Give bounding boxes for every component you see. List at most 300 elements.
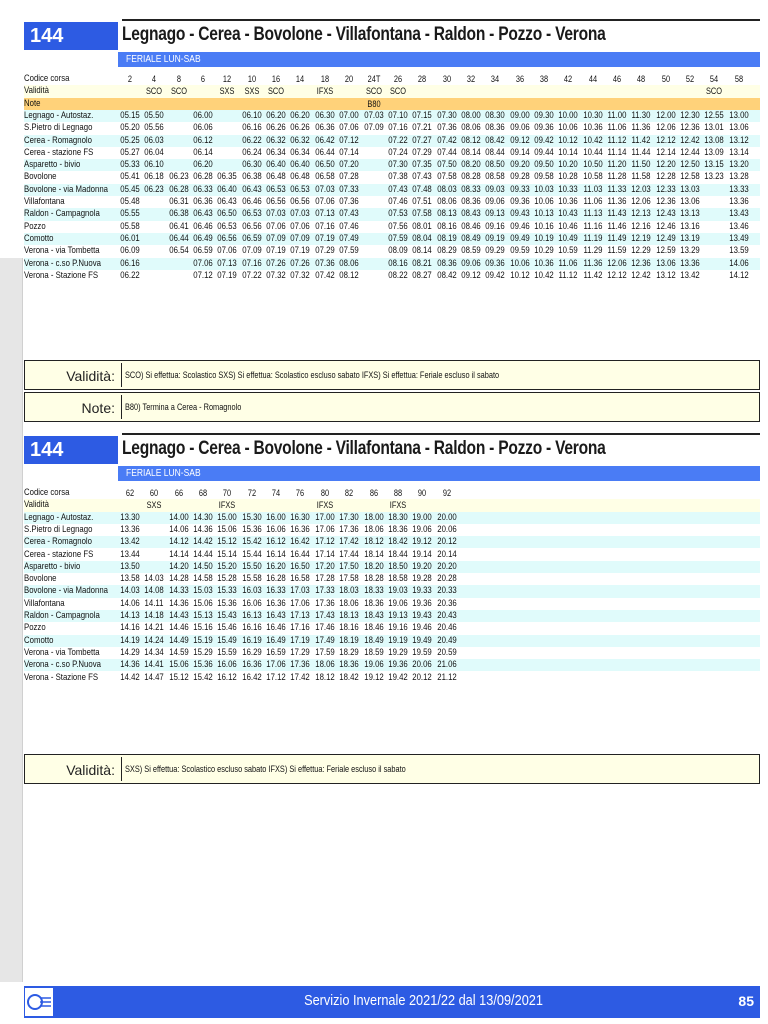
service-type-bar [118, 466, 760, 481]
cell: 09.12 [461, 269, 481, 281]
cell: 10.42 [534, 269, 554, 281]
cell: 07.49 [339, 232, 359, 244]
cell: 05.27 [120, 146, 140, 158]
cell: 15.14 [217, 548, 238, 560]
page-number: 85 [738, 993, 754, 1009]
cell: 12.28 [655, 171, 676, 183]
cell: 19.13 [388, 610, 408, 621]
cell: 11.19 [583, 232, 603, 244]
cell: 18.46 [363, 622, 384, 634]
cell: 07.00 [339, 109, 359, 121]
cell: 24T [367, 74, 380, 84]
cell: 17.29 [290, 646, 311, 658]
cell: 06.53 [241, 208, 262, 220]
cell: 12.19 [631, 232, 652, 244]
cell: 14.28 [168, 573, 189, 585]
cell: SXS [219, 86, 235, 97]
cell: 06.44 [168, 232, 189, 244]
cell: 14.34 [144, 646, 165, 658]
cell: 06.46 [193, 220, 213, 232]
cell: 06.14 [193, 146, 213, 158]
cell: 16.13 [241, 610, 262, 621]
cell: 07.29 [315, 245, 335, 257]
cell: 13.49 [728, 232, 749, 244]
cell: 07.13 [315, 208, 335, 220]
row-label: Bovolone [24, 573, 57, 585]
cell: 13.12 [655, 269, 676, 281]
validity-legend [24, 754, 760, 784]
stop-row [24, 672, 760, 684]
row-label: Asparetto - bivio [24, 560, 81, 572]
cell: 14.13 [120, 610, 140, 621]
cell: 18.06 [315, 659, 335, 671]
cell: 17.06 [266, 659, 286, 671]
cell: IFXS [316, 500, 333, 511]
cell: 52 [685, 74, 695, 84]
cell: 15.43 [217, 610, 238, 621]
cell: 8 [176, 74, 181, 84]
cell: 06.20 [266, 109, 286, 121]
cell: 14.42 [193, 536, 213, 548]
cell: 10.33 [558, 183, 579, 195]
cell: 12.58 [680, 171, 700, 183]
stop-row [24, 196, 760, 208]
cell: 06.10 [241, 109, 262, 121]
cell: 11.14 [607, 146, 627, 158]
cell: 17.12 [315, 536, 335, 548]
cell: 19.20 [412, 560, 432, 572]
cell: 11.46 [607, 220, 627, 232]
cell: 13.03 [680, 183, 700, 195]
cell: 10.44 [582, 146, 603, 158]
cell: 05.25 [120, 134, 140, 146]
cell: 15.12 [168, 671, 189, 683]
cell: 07.06 [290, 220, 311, 232]
cell: 13.42 [680, 269, 700, 281]
route-number-badge: 144 [24, 436, 118, 464]
cell: 17.49 [315, 634, 335, 646]
stop-row [24, 512, 760, 524]
cell: 19.06 [363, 659, 384, 671]
cell: 20.12 [436, 536, 457, 548]
cell: 16.20 [266, 560, 286, 572]
cell: 15.59 [217, 646, 238, 658]
cell: 12.00 [655, 109, 676, 121]
cell: 06.01 [120, 232, 140, 244]
cell: 06.46 [241, 196, 262, 207]
cell: 07.24 [388, 146, 408, 158]
stop-row [24, 171, 760, 183]
cell: 09.46 [509, 220, 530, 232]
cell: 06.56 [241, 220, 262, 232]
cell: 14.08 [144, 585, 165, 597]
cell: 07.46 [388, 196, 408, 207]
row-label: Validità [24, 499, 49, 511]
cell: 07.56 [388, 220, 408, 232]
cell: 16.49 [266, 634, 286, 646]
row-label: Asparetto - bivio [24, 159, 81, 171]
cell: 05.15 [120, 109, 140, 121]
cell: 13.15 [704, 159, 725, 171]
cell: 42 [564, 74, 573, 84]
cell: 19.28 [412, 573, 432, 585]
cell: 20.20 [436, 560, 457, 572]
legend-title: Validità: [66, 368, 115, 384]
cell: 07.43 [412, 171, 432, 183]
cell: 13.29 [680, 245, 700, 257]
cell: 06.34 [290, 146, 311, 158]
cell: 06.49 [193, 232, 213, 244]
cell: 13.08 [704, 134, 725, 146]
cell: 08.27 [412, 269, 432, 281]
atv-logo-icon [26, 992, 52, 1012]
cell: 48 [637, 74, 646, 84]
cell: 13.42 [120, 536, 140, 548]
cell: 08.06 [461, 122, 481, 134]
cell: 06.38 [168, 208, 189, 220]
cell: 17.06 [290, 597, 311, 609]
stop-row [24, 258, 760, 270]
cell: 08.42 [436, 269, 457, 281]
cell: 06.59 [241, 232, 262, 244]
cell: 72 [247, 488, 256, 498]
cell: 07.06 [315, 196, 335, 207]
cell: 12.42 [680, 134, 700, 146]
cell: 15.58 [241, 573, 262, 585]
cell: 32 [466, 74, 475, 84]
cell: 06.54 [168, 245, 189, 257]
cell: 08.13 [436, 208, 457, 220]
cell: 80 [320, 488, 329, 498]
stop-row [24, 598, 760, 610]
cell: 76 [296, 488, 305, 498]
cell: 13.09 [704, 146, 725, 158]
row-label: Verona - via Tombetta [24, 245, 100, 257]
cell: 14.42 [120, 671, 140, 683]
cell: 16.28 [266, 573, 286, 585]
row-label: Codice corsa [24, 487, 70, 498]
cell: 11.42 [583, 269, 603, 281]
cell: 08.12 [461, 134, 481, 146]
cell: 12.55 [704, 109, 725, 121]
cell: 10.13 [534, 208, 554, 220]
cell: 11.36 [631, 122, 651, 134]
cell: 09.14 [509, 146, 530, 158]
cell: 19.33 [412, 585, 432, 597]
cell: 08.33 [461, 183, 481, 195]
cell: 09.12 [509, 134, 530, 146]
cell: 06.48 [290, 171, 311, 183]
cell: 05.58 [120, 220, 140, 232]
cell: 10.06 [509, 257, 530, 269]
stop-row [24, 524, 760, 536]
cell: 05.33 [120, 159, 140, 171]
cell: 19.59 [412, 646, 432, 658]
timetable-section-2 [24, 432, 760, 787]
cell: 14.58 [193, 573, 213, 585]
cell: 07.43 [339, 208, 359, 220]
cell: 17.14 [315, 548, 335, 560]
cell: 16.43 [266, 610, 286, 621]
cell: 06.42 [315, 134, 335, 146]
cell: 06.16 [120, 257, 140, 269]
cell: 20.14 [436, 548, 457, 560]
cell: 09.58 [534, 171, 554, 183]
cell: 13.23 [704, 171, 725, 183]
row-label: Bovolone - via Madonna [24, 183, 109, 195]
cell: 11.06 [558, 257, 578, 269]
cell: 13.43 [728, 208, 749, 220]
cell: 10.03 [534, 183, 554, 195]
cell: 13.19 [680, 232, 700, 244]
cell: 10 [247, 74, 256, 84]
notes-row [24, 98, 760, 110]
cell: 20.33 [436, 585, 457, 597]
cell: 07.06 [339, 122, 359, 134]
cell: 07.09 [290, 232, 311, 244]
cell: 19.06 [412, 523, 432, 535]
cell: 09.44 [534, 146, 554, 158]
cell: 06.40 [217, 183, 238, 195]
cell: 09.42 [534, 134, 554, 146]
cell: 88 [393, 488, 402, 498]
cell: 08.29 [436, 245, 457, 257]
cell: 17.30 [339, 511, 359, 523]
cell: 12.16 [631, 220, 652, 232]
cell: 86 [369, 488, 378, 498]
cell: 18.06 [363, 523, 384, 535]
cell: 14.36 [193, 523, 213, 535]
cell: 34 [491, 74, 500, 84]
cell: 18.29 [339, 646, 359, 658]
legend-divider [121, 395, 122, 419]
cell: 18.49 [363, 634, 384, 646]
cell: 54 [710, 74, 719, 84]
cell: 18.00 [363, 511, 384, 523]
cell: 06.00 [193, 109, 213, 121]
service-type-bar [118, 52, 760, 67]
legend-text: SCO) Si effettua: Scolastico SXS) Si effettua: Scolastico escluso sabato IFXS) Si effettua: Feriale escluso il sabato [125, 370, 500, 380]
cell: 10.36 [534, 257, 554, 269]
cell: 06.56 [266, 196, 286, 207]
cell: 08.20 [461, 159, 481, 171]
cell: 08.03 [436, 183, 457, 195]
cell: 07.19 [315, 232, 335, 244]
cell: 12.59 [655, 245, 676, 257]
cell: 07.09 [266, 232, 286, 244]
cell: 07.03 [363, 109, 384, 121]
cell: 11.30 [631, 109, 651, 121]
row-label: Cerea - stazione FS [24, 146, 94, 158]
cell: 09.49 [509, 232, 530, 244]
course-code-row [24, 73, 760, 85]
cell: 08.43 [461, 208, 481, 220]
cell: 08.42 [485, 134, 506, 146]
cell: 06.30 [315, 109, 335, 121]
cell: 16.29 [241, 646, 262, 658]
legend-text: SXS) Si effettua: Scolastico escluso sabato IFXS) Si effettua: Feriale escluso il sabato [125, 764, 406, 774]
cell: 11.36 [607, 196, 627, 207]
cell: 18.33 [363, 585, 384, 597]
cell: 05.56 [144, 122, 165, 134]
cell: 16.30 [290, 511, 311, 523]
cell: 14.20 [168, 560, 189, 572]
cell: 14.06 [168, 523, 189, 535]
cell: 15.30 [241, 511, 262, 523]
cell: 10.49 [558, 232, 579, 244]
cell: 06.32 [266, 134, 286, 146]
cell: 09.00 [509, 109, 530, 121]
stop-row [24, 610, 760, 622]
cell: 17.06 [315, 523, 335, 535]
cell: 14.59 [168, 646, 189, 658]
cell: 18.12 [315, 671, 335, 683]
cell: 18.06 [339, 597, 359, 609]
cell: 10.16 [534, 220, 554, 232]
cell: 12.36 [631, 257, 652, 269]
stop-row [24, 561, 760, 573]
cell: 10.58 [582, 171, 603, 183]
cell: 16.58 [290, 573, 311, 585]
legend-divider [121, 363, 122, 387]
cell: 14.11 [144, 597, 164, 609]
cell: 14.30 [193, 511, 213, 523]
cell: 17.12 [266, 671, 286, 683]
cell: 19.46 [412, 622, 432, 634]
cell: 19.12 [363, 671, 384, 683]
row-label: Bovolone - via Madonna [24, 585, 109, 597]
cell: 06.22 [241, 134, 262, 146]
cell: 11.00 [607, 109, 627, 121]
cell: 09.30 [534, 109, 554, 121]
cell: 07.12 [339, 134, 359, 146]
cell: 18.58 [388, 573, 408, 585]
cell: 16.12 [217, 671, 238, 683]
cell: 13.36 [680, 257, 700, 269]
cell: 08.59 [461, 245, 481, 257]
stop-row [24, 221, 760, 233]
cell: 06.28 [168, 183, 189, 195]
cell: 07.51 [412, 196, 432, 207]
cell: 19.42 [388, 671, 408, 683]
stop-row [24, 110, 760, 122]
cell: 07.19 [290, 245, 311, 257]
cell: 05.55 [120, 208, 140, 220]
header-rule [122, 433, 760, 435]
row-label: Verona - via Tombetta [24, 646, 100, 658]
cell: 14.36 [168, 597, 189, 609]
cell: 05.48 [120, 196, 140, 207]
cell: 15.42 [193, 671, 213, 683]
cell: 14.47 [144, 671, 165, 683]
cell: 17.13 [290, 610, 311, 621]
cell: 06.53 [266, 183, 286, 195]
cell: 17.36 [290, 659, 311, 671]
cell: 15.50 [241, 560, 262, 572]
row-label: Validità [24, 85, 49, 97]
cell: 18.36 [363, 597, 384, 609]
row-label: Villafontana [24, 597, 65, 609]
cell: 11.28 [607, 171, 627, 183]
cell: 08.01 [412, 220, 432, 232]
row-label: Bovolone [24, 171, 57, 183]
cell: 07.22 [388, 134, 408, 146]
stop-row [24, 122, 760, 134]
cell: 09.03 [485, 183, 506, 195]
cell: 17.43 [315, 610, 335, 621]
cell: 06.16 [241, 122, 262, 134]
cell: 08.14 [461, 146, 481, 158]
table-header [24, 432, 760, 466]
cell: 07.26 [290, 257, 311, 269]
cell: 20 [345, 74, 354, 84]
cell: 12.13 [631, 208, 652, 220]
cell: 15.06 [193, 597, 213, 609]
validity-row [24, 499, 760, 511]
cell: 17.59 [315, 646, 335, 658]
cell: 07.36 [315, 257, 335, 269]
cell: 14.44 [193, 548, 213, 560]
cell: 2 [127, 74, 133, 84]
cell: 08.36 [485, 122, 506, 134]
cell: 19.19 [388, 634, 408, 646]
cell: 07.53 [388, 208, 408, 220]
cell: 07.03 [315, 183, 335, 195]
cell: 66 [174, 488, 183, 498]
cell: 14.29 [120, 646, 140, 658]
cell: 12.03 [631, 183, 652, 195]
cell: 18.12 [363, 536, 384, 548]
cell: 07.27 [412, 134, 432, 146]
cell: 08.12 [339, 269, 359, 281]
cell: 06.18 [144, 171, 165, 183]
cell: 14.16 [120, 622, 140, 634]
cell: 06.28 [193, 171, 213, 183]
cell: 17.16 [290, 622, 311, 634]
cell: 17.42 [290, 671, 311, 683]
cell: 13.30 [120, 511, 140, 523]
cell: 13.00 [728, 109, 749, 121]
cell: 06.12 [193, 134, 213, 146]
row-label: Cerea - Romagnolo [24, 536, 92, 548]
cell: 09.36 [534, 122, 554, 134]
cell: 07.35 [412, 159, 432, 171]
cell: 06.50 [217, 208, 238, 220]
cell: 06.43 [217, 196, 238, 207]
cell: 16.59 [266, 646, 286, 658]
cell: 13.13 [680, 208, 700, 220]
footer-service-text [224, 992, 624, 1009]
cell: 06.24 [241, 146, 262, 158]
row-label: Raldon - Campagnola [24, 610, 100, 621]
cell: 07.58 [412, 208, 432, 220]
cell: IFXS [219, 500, 236, 511]
row-label: Codice corsa [24, 73, 70, 84]
stop-row [24, 585, 760, 597]
cell: 06.36 [315, 122, 335, 134]
cell: 07.48 [412, 183, 432, 195]
cell: 06.30 [241, 159, 262, 171]
cell: SCO [268, 86, 285, 97]
cell: 06.35 [217, 171, 238, 183]
cell: 15.20 [217, 560, 238, 572]
cell: 18 [320, 74, 329, 84]
route-title: Legnago - Cerea - Bovolone - Villafontana - Raldon - Pozzo - Verona [122, 24, 606, 45]
cell: 06.56 [290, 196, 311, 207]
cell: 09.33 [509, 183, 530, 195]
cell: 16.46 [266, 622, 286, 634]
cell: 18.03 [339, 585, 359, 597]
